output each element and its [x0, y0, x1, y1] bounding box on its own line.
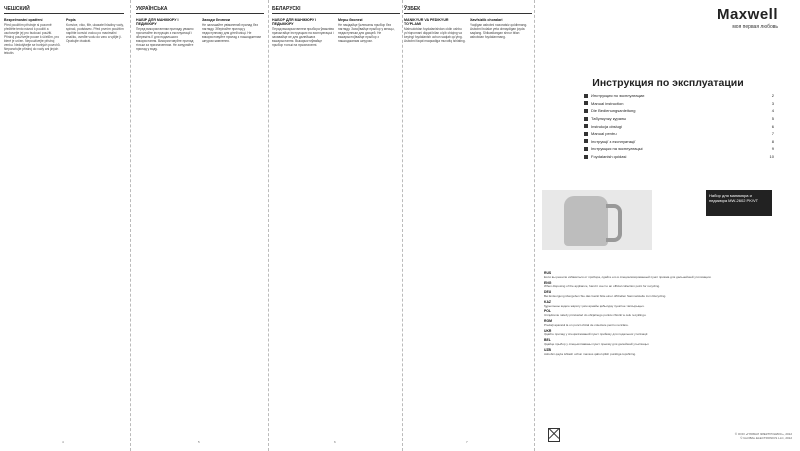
panel-czech [4, 6, 124, 444]
weee-bin-icon [548, 428, 560, 442]
body-text: Не залишайте увімкнений прилад без нагляду. Зберігайте прилад у недоступному для дітей місці. Не використовуйте прилад з пошкодженим шнуром живлення. [202, 23, 262, 43]
notice-text: Predaţi aparatul la un punct oficial de colectare pentru reciclare. [544, 322, 629, 327]
text-column [470, 16, 532, 436]
flag-icon [584, 124, 588, 128]
panel-uzbek [404, 6, 532, 444]
body-text: Konvice, víko, filtr, ukazatel hladiny vody, spínač, podstavec. Před prvním použitím naplňte konvici vodou po maximální značku, uveďte vodu do varu a vylijte ji. Opakujte dvakrát. [66, 23, 125, 43]
body-text: Mahsulotdan foydalanishdan oldin ushbu yo'riqnomani diqqat bilan o'qib chiqing va keyingi foydalanish uchun saqlab qo'ying. Asbobni faqat maqsadiga muvofiq ishlating. [404, 27, 466, 43]
toc-page: 6 [771, 123, 774, 129]
notice-item [544, 349, 790, 357]
toc-page: 5 [771, 116, 774, 122]
product-handle [606, 204, 622, 242]
panel-ukrainian [136, 6, 264, 444]
notice-lang: KAZ [544, 299, 551, 304]
body-text: Před použitím přístroje si pozorně přečtěte tento návod k použití a uschovejte jej pro budoucí použití. Přístroj používejte pouze k účelům, pro které je určen. Nepoužívejte přístroj venku. Nedotýkejte se horkých povrchů. Neponořujte přístroj do vody ani jiných tekutin. [4, 23, 62, 55]
notice-lang: DEU [544, 290, 552, 295]
section-heading: НАБІР ДЛЯ МАНІКЮРУ І ПЕДИКЮРУ [136, 18, 179, 26]
product-photo [542, 190, 652, 250]
toc-item[interactable] [584, 92, 774, 100]
notice-text: Asbobni qayta ishlash uchun maxsus qabul qilish punktiga topshiring. [544, 351, 637, 356]
notice-item [544, 272, 790, 280]
flag-icon [584, 139, 588, 143]
text-column [338, 16, 400, 436]
notice-item [544, 291, 790, 299]
copyright-line: © GLOBAL ELECTRONICS LLC, 2012 [740, 436, 792, 440]
body-text: Перад выкарыстаннем прыбора ўважліва прачытайце інструкцыю па эксплуатацыі і захавайце яе для далейшага выкарыстання. Выкарыстоўвайце прыбор толькі па прызначэнні. [272, 27, 335, 47]
body-text: Yoqilgan asbobni nazoratsiz qoldirmang. Asbobni bolalar yeta olmaydigan joyda saqlang. Shikastlangan shnur bilan asbobdan foydalanmang. [470, 23, 528, 39]
brand-logo: Maxwell [716, 6, 778, 23]
toc-item[interactable] [584, 107, 774, 115]
text-column [404, 16, 466, 436]
toc-page: 8 [771, 138, 774, 144]
flag-icon [584, 94, 588, 98]
notice-item [544, 330, 790, 338]
section-heading: Bezpečnostní opatření [4, 18, 43, 22]
toc-page: 7 [771, 131, 774, 137]
toc-item[interactable] [584, 130, 774, 138]
document-title: Инструкция по эксплуатации [592, 77, 744, 89]
notice-text: Если вы решили избавиться от прибора, сдайте его в специализированный пункт приёма для дальнейшей утилизации. [544, 274, 712, 279]
toc-page: 10 [769, 154, 774, 160]
toc-label: Інструкцыя па эксплуатацыі [591, 146, 643, 152]
panel-title: БЕЛАРУСКІ [272, 6, 400, 14]
notice-item [544, 339, 790, 347]
page-number: 5 [198, 440, 200, 444]
flag-icon [584, 117, 588, 121]
notice-lang: ROM [544, 318, 552, 323]
flag-icon [584, 147, 588, 151]
section-heading: MANIKYUR VA PEDIKYUR TO'PLAMI [404, 18, 449, 26]
panel-belarusian [272, 6, 400, 444]
flag-icon [584, 109, 588, 113]
notice-text: When disposing of the appliance, hand it over to an official collection point for recycling. [544, 284, 661, 289]
toc-item[interactable] [584, 138, 774, 146]
page-number: 6 [334, 440, 336, 444]
notice-text: Здайце прыбор у спецыялізаваны пункт прыёму для далейшай утылізацыі. [544, 341, 650, 346]
toc-item[interactable] [584, 153, 774, 161]
toc-item[interactable] [584, 100, 774, 108]
disposal-notices [544, 272, 790, 422]
page-number: 7 [466, 440, 468, 444]
toc-label: Instrukcja obsługi [591, 123, 622, 129]
section-heading: Заходи безпеки [202, 18, 230, 22]
notice-lang: POL [544, 309, 551, 314]
notice-text: Bei Entsorgung übergeben Sie das Gerät bitte einer offiziellen Sammelstelle zum Recycling. [544, 293, 667, 298]
flag-icon [584, 101, 588, 105]
notice-text: Құрылғыны кәдеге жарату үшін арнайы қабылдау пунктіне тапсырыңыз. [544, 303, 645, 308]
section-heading: Xavfsizlik choralari [470, 18, 503, 22]
text-column [272, 16, 334, 436]
toc-label: Foydalanish qoidasi [591, 154, 627, 160]
notice-lang: UKR [544, 328, 552, 333]
panel-title: ЧЕШСКИЙ [4, 6, 124, 14]
table-of-contents [584, 92, 774, 160]
notice-lang: RUS [544, 271, 552, 275]
panel-title: УКРАЇНСЬКА [136, 6, 264, 14]
section-heading: НАБОР ДЛЯ МАНІКЮРУ І ПЕДЫКЮРУ [272, 18, 317, 26]
toc-page: 3 [771, 100, 774, 106]
toc-label: Manual instruction [591, 100, 624, 106]
product-body [564, 196, 608, 246]
fold-line [130, 0, 131, 451]
brand-slogan: моя первая любовь [732, 24, 778, 30]
flag-icon [584, 155, 588, 159]
copyright-line: © ООО «ГЛОБАЛ ЭЛЕКТРОНИКС», 2012 [734, 432, 792, 436]
page-number: 4 [62, 440, 64, 444]
body-text: Перед використанням приладу уважно прочитайте інструкцію з експлуатації і збережіть її для подальшого використання. Використовуйте прилад тільки за призначенням. Не занурюйте прилад у воду. [136, 27, 195, 51]
toc-item[interactable] [584, 145, 774, 153]
panel-title: ЎЗБЕК [404, 6, 532, 14]
section-heading: Меры бяспекі [338, 18, 363, 22]
flag-icon [584, 132, 588, 136]
notice-text: Urządzenie należy przekazać do oficjalnego punktu zbiórki w celu recyklingu. [544, 313, 647, 318]
toc-page: 4 [771, 108, 774, 114]
toc-label: Die Bedienungsanleitung [591, 108, 636, 114]
toc-label: Manual pentru [591, 131, 617, 137]
fold-line [402, 0, 403, 451]
notice-lang: BEL [544, 338, 551, 343]
toc-label: Інструкції з експлуатації [591, 138, 636, 144]
copyright [735, 432, 792, 440]
notice-item [544, 320, 790, 328]
text-column [202, 16, 264, 436]
text-column [4, 16, 62, 436]
fold-line [268, 0, 269, 451]
notice-lang: ENG [544, 280, 552, 285]
toc-label: Табулкучку куралы [591, 116, 627, 122]
notice-lang: UZB [544, 347, 551, 352]
section-heading: Popis [66, 18, 76, 22]
toc-item[interactable] [584, 122, 774, 130]
text-column [136, 16, 198, 436]
toc-label: Инструкция по эксплуатации [591, 93, 645, 99]
toc-item[interactable] [584, 115, 774, 123]
notice-item [544, 310, 790, 318]
notice-text: Здайте прилад у спеціалізований пункт прийому для подальшої утилізації. [544, 332, 649, 337]
toc-page: 9 [771, 146, 774, 152]
text-column [66, 16, 124, 436]
fold-line [534, 0, 535, 451]
body-text: Не пакідайце ўключаны прыбор без нагляду. Захоўвайце прыбор у месцы, недаступным для дзяцей. Не выкарыстоўвайце прыбор з пашкоджаным шнуром. [338, 23, 396, 43]
notice-item [544, 282, 790, 290]
notice-item [544, 301, 790, 309]
model-box: Набор для маникюра и педикюра MW-2602 PK/VT [706, 190, 772, 216]
toc-page: 2 [771, 93, 774, 99]
cover-page [536, 0, 800, 451]
